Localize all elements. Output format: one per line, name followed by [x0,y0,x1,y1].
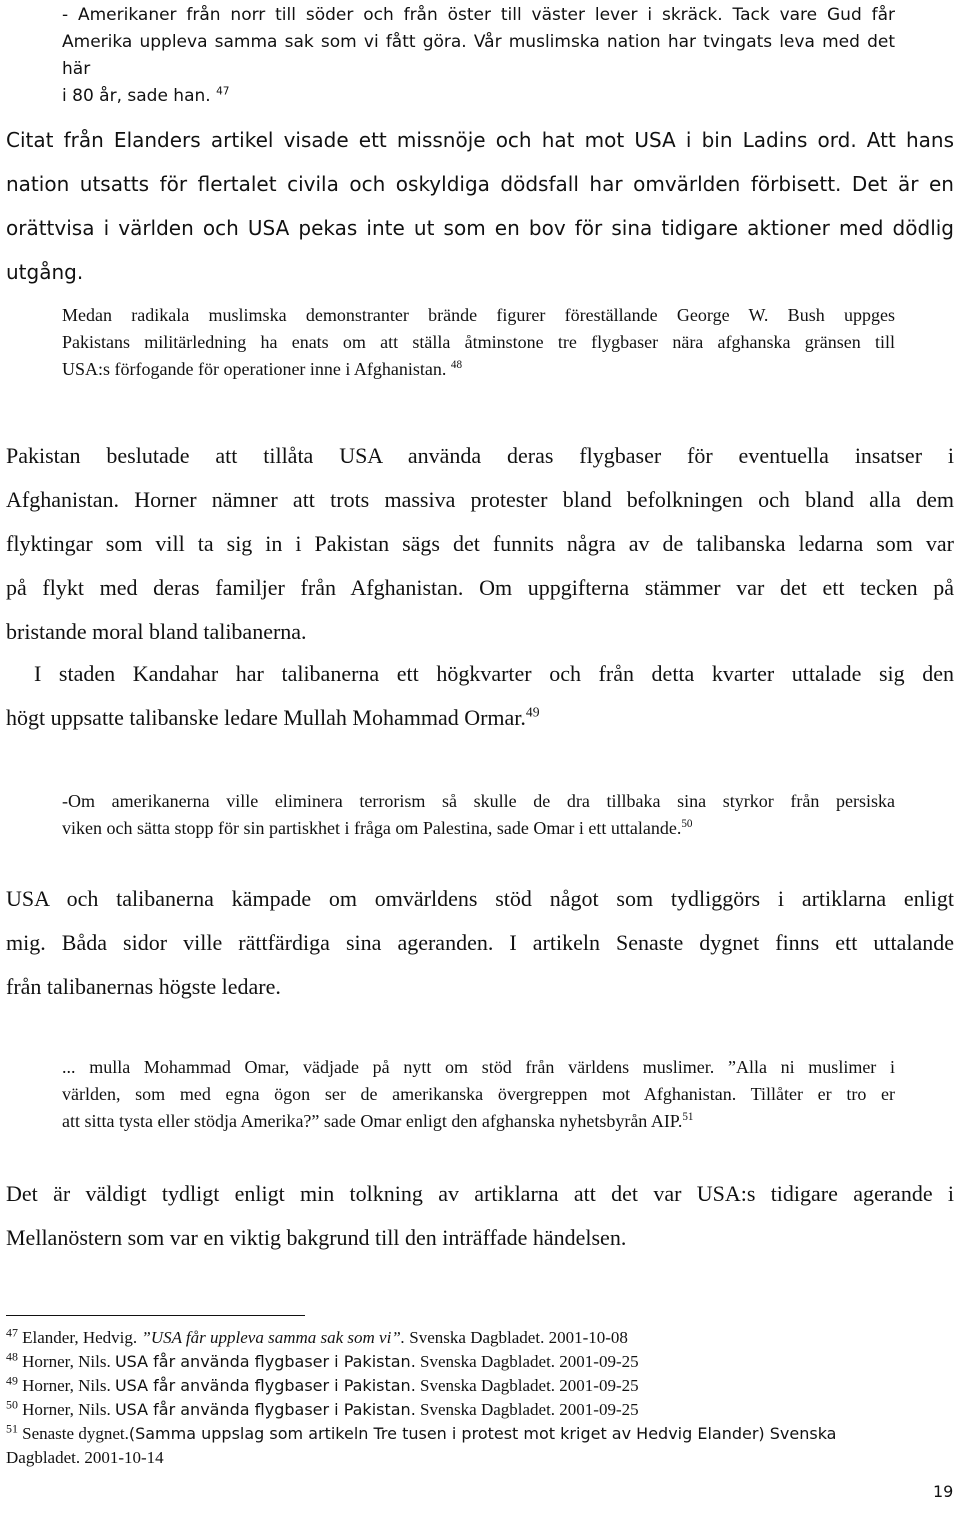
paragraph-kampen-om-stod [6,877,954,1009]
paragraph-line: orättvisa i världen och USA pekas inte ut som en bov för sina tidigare aktioner med dödlig [6,216,954,240]
paragraph-line: Det är väldigt tydligt enligt min tolkning av artiklarna att det var USA:s tidigare agerande i [6,1181,954,1206]
quote-bin-ladin [62,2,895,110]
footnote-47 [6,1326,906,1350]
paragraph-elander-citat [6,118,954,294]
paragraph-line: högt uppsatte talibanske ledare Mullah Mohammad Ormar.$^{49}$ [6,704,540,730]
footnote-title: (Samma uppslag som artikeln Tre tusen i protest mot kriget av Hedvig Elander) Svenska [128,1424,837,1443]
footnote-author: Horner, Nils. [22,1400,115,1419]
paragraph-line: utgång. [6,260,84,284]
paragraph-kandahar [6,652,954,740]
quote-mulla-omar [62,1054,895,1135]
footnote-title: USA får använda flygbaser i Pakistan. [114,1400,416,1419]
footnote-50 [6,1398,906,1422]
footnote-source: Dagbladet. 2001-10-14 [6,1448,164,1467]
footnote-author: Horner, Nils. [22,1352,115,1371]
quote-line: -Om amerikanerna ville eliminera terrorism så skulle de dra tillbaka sina styrkor från persiska [62,791,895,811]
footnote-ref-50: 50 [681,818,693,830]
quote-line: - Amerikaner från norr till söder och från öster till väster lever i skräck. Tack vare Gud får [62,5,895,25]
paragraph-pakistan-beslut [6,434,954,654]
footnote-ref-51: 51 [682,1111,694,1123]
quote-line: Amerika uppleva samma sak som vi fått göra. Vår muslimska nation har tvingats leva med det här [62,32,895,79]
paragraph-line: bristande moral bland talibanerna. [6,619,307,644]
footnote-ref-48: 48 [450,359,463,371]
paragraph-slutsats [6,1172,954,1260]
paragraph-line: på flykt med deras familjer från Afghanistan. Om uppgifterna stämmer var det ett tecken på [6,575,954,600]
footnote-number: 51 [6,1421,18,1436]
footnote-source: Svenska Dagbladet. 2001-09-25 [415,1376,639,1395]
paragraph-line: Pakistan beslutade att tillåta USA använda deras flygbaser för eventuella insatser i [6,443,954,468]
footnote-ref-47: 47 [216,85,230,98]
paragraph-line: Mellanöstern som var en viktig bakgrund till den inträffade händelsen. [6,1225,627,1250]
footnote-number: 48 [6,1349,18,1364]
paragraph-line: USA och talibanerna kämpade om omvärldens stöd något som tydliggörs i artiklarna enligt [6,886,954,911]
footnote-49 [6,1374,906,1398]
footnote-source: Svenska Dagbladet. 2001-10-08 [405,1328,628,1347]
quote-omar-uttalande [62,788,895,842]
footnote-48 [6,1350,906,1374]
footnote-number: 50 [6,1397,18,1412]
paragraph-line: mig. Båda sidor ville rättfärdiga sina ageranden. I artikeln Senaste dygnet finns ett uttalande [6,930,954,955]
quote-line: viken och sätta stopp för sin partiskhet i fråga om Palestina, sade Omar i ett uttalande.$^{50}$ [62,818,693,838]
footnote-title: USA får använda flygbaser i Pakistan. [114,1352,416,1371]
footnote-title: ”USA får uppleva samma sak som vi”. [141,1328,406,1347]
quote-pakistan-flygbaser [62,302,895,383]
paragraph-line: nation utsatts för flertalet civila och oskyldiga dödsfall har omvärlden förbisett. Det är en [6,172,954,196]
footnote-author: Horner, Nils. [22,1376,115,1395]
quote-line: ... mulla Mohammad Omar, vädjade på nytt om stöd från världens muslimer. ”Alla ni muslimer i [62,1057,895,1077]
paragraph-line: Afghanistan. Horner nämner att trots massiva protester bland befolkningen och bland alla dem [6,487,954,512]
footnote-author: Elander, Hedvig. [22,1328,142,1347]
footnote-author: Senaste dygnet. [22,1424,129,1443]
footnote-51 [6,1422,906,1446]
paragraph-line: flyktingar som vill ta sig in i Pakistan sägs det funnits några av de talibanska ledarna som var [6,531,954,556]
paragraph-line: I staden Kandahar har talibanerna ett högkvarter och från detta kvarter uttalade sig den [34,661,954,686]
quote-line: i 80 år, sade han. $^{47}$ [62,85,230,106]
footnote-number: 47 [6,1325,18,1340]
footnotes [6,1326,906,1470]
footnote-number: 49 [6,1373,18,1388]
footnote-ref-49: 49 [525,704,540,720]
footnote-source: Svenska Dagbladet. 2001-09-25 [415,1352,639,1371]
footnote-51-continued [6,1446,906,1470]
paragraph-line: från talibanernas högste ledare. [6,974,281,999]
quote-line: Pakistans militärledning ha enats om att ställa åtminstone tre flygbaser nära afghanska gränsen till [62,332,895,352]
footnote-separator [6,1315,305,1316]
footnote-source: Svenska Dagbladet. 2001-09-25 [415,1400,639,1419]
quote-line: USA:s förfogande för operationer inne i Afghanistan. $^{48}$ [62,359,463,379]
page-number: 19 [933,1482,954,1501]
quote-line: världen, som med egna ögon ser de amerikanska övergreppen mot Afghanistan. Tillåter er tro er [62,1084,895,1104]
quote-line: att sitta tysta eller stödja Amerika?” sade Omar enligt den afghanska nyhetsbyrån AIP.$^{51}$ [62,1111,694,1131]
quote-line: Medan radikala muslimska demonstranter brände figurer föreställande George W. Bush uppges [62,305,895,325]
paragraph-line: Citat från Elanders artikel visade ett missnöje och hat mot USA i bin Ladins ord. Att hans [6,128,954,152]
footnote-title: USA får använda flygbaser i Pakistan. [114,1376,416,1395]
